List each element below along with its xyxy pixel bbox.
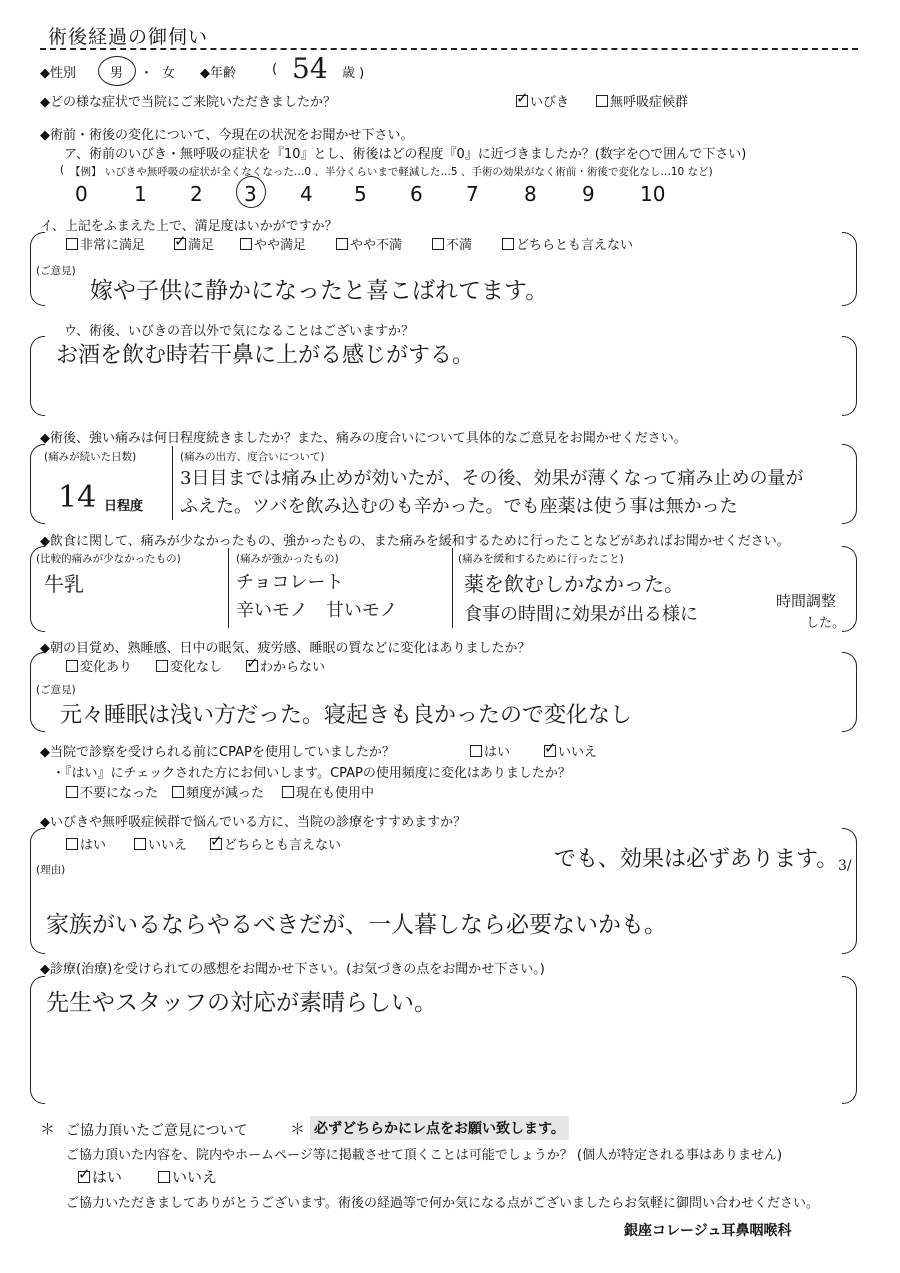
- age-unit: 歳 ): [342, 66, 365, 81]
- checkbox-icon[interactable]: [240, 238, 252, 250]
- checkbox-icon[interactable]: [66, 238, 78, 250]
- checkbox-icon[interactable]: [336, 238, 348, 250]
- food-relief-line2[interactable]: 食事の時間に効果が出る様に: [464, 604, 698, 625]
- satisfaction-option-label: どちらとも言えない: [516, 238, 634, 253]
- checkbox-icon[interactable]: [470, 745, 482, 757]
- bracket-left: [30, 336, 45, 416]
- gender-male[interactable]: 男: [110, 66, 124, 81]
- change-example-open: (: [60, 164, 65, 176]
- satisfaction-comment-label: (ご意見): [36, 265, 76, 277]
- food-column-divider: [452, 548, 453, 628]
- food-column-divider: [228, 548, 229, 628]
- sleep-option-0[interactable]: [66, 656, 132, 675]
- sleep-option-label: わからない: [260, 660, 326, 675]
- checkbox-icon[interactable]: [502, 238, 514, 250]
- impression-answer[interactable]: 先生やスタッフの対応が素晴らしい。: [46, 990, 437, 1016]
- bracket-right: [842, 828, 857, 954]
- food-strong-line1[interactable]: チョコレート: [236, 572, 344, 593]
- consent-line1a: ご協力頂いたご意見について: [66, 1123, 248, 1139]
- gender-label: ◆性別: [40, 66, 76, 81]
- food-relief-line1[interactable]: 薬を飲むしかなかった。: [464, 572, 684, 596]
- pain-column-divider: [172, 446, 173, 520]
- sleep-comment[interactable]: 元々睡眠は浅い方だった。寝起きも良かったので変化なし: [60, 703, 633, 728]
- checkbox-icon[interactable]: [66, 786, 78, 798]
- scale-number-1[interactable]: 1: [134, 182, 147, 206]
- satisfaction-option-label: 非常に満足: [80, 238, 146, 253]
- recommend-option-label: はい: [80, 838, 107, 853]
- cpap-followup: ・『はい』にチェックされた方にお伺いします。CPAPの使用頻度に変化はありましたか？: [52, 766, 571, 781]
- bracket-left: [30, 444, 45, 524]
- gender-dot: ・: [140, 66, 154, 81]
- recommend-option-label: いいえ: [148, 838, 188, 853]
- satisfaction-heading: イ、上記をふまえた上で、満足度はいかがですか？: [40, 219, 338, 234]
- satisfaction-option-0[interactable]: [66, 234, 145, 253]
- clinic-name: 銀座コレージュ耳鼻咽喉科: [624, 1223, 792, 1239]
- cpap-follow-option-2[interactable]: [282, 782, 374, 801]
- recommend-option-0[interactable]: [66, 834, 106, 853]
- satisfaction-option-5[interactable]: [502, 234, 633, 253]
- scale-number-4[interactable]: 4: [300, 182, 313, 206]
- age-label: ◆年齢: [200, 66, 236, 81]
- scale-number-6[interactable]: 6: [410, 182, 423, 206]
- scale-number-3[interactable]: 3: [244, 182, 257, 206]
- change-sub-a: ア、術前のいびき・無呼吸の症状を『10』とし、術後はどの程度『0』に近づきましたか？(数字を○で囲んで下さい): [64, 147, 747, 162]
- satisfaction-option-label: 不満: [446, 238, 473, 253]
- gender-female[interactable]: 女: [162, 66, 176, 81]
- food-strong-line2[interactable]: 辛いモノ 甘いモノ: [236, 600, 398, 621]
- satisfaction-option-label: 満足: [188, 238, 215, 253]
- sleep-option-label: 変化あり: [80, 660, 133, 675]
- satisfaction-option-2[interactable]: [240, 234, 306, 253]
- pain-heading: ◆術後、強い痛みは何日程度続きましたか？また、痛みの度合いについて具体的なご意見をお聞かせください。: [40, 431, 687, 446]
- recommend-option-1[interactable]: [134, 834, 187, 853]
- consent-thanks: ご協力いただきましてありがとうございます。術後の経過等で何か気になる点がございましたらお気軽に御問い合わせください。: [66, 1196, 819, 1211]
- pain-days-value[interactable]: 14: [58, 480, 97, 515]
- pain-detail-line2[interactable]: ふえた。ツバを飲み込むのも辛かった。でも座薬は使う事は無かった: [180, 496, 738, 517]
- bracket-right: [842, 232, 857, 306]
- consent-star: ＊: [290, 1120, 306, 1138]
- checkbox-checked-icon[interactable]: [174, 238, 186, 250]
- recommend-reason-label: (理由): [36, 864, 66, 876]
- pain-days-unit: 日程度: [104, 499, 144, 514]
- scale-number-8[interactable]: 8: [524, 182, 537, 206]
- change-heading: ◆術前・術後の変化について、今現在の状況をお聞かせ下さい。: [40, 128, 414, 143]
- cpap-follow-option-label: 不要になった: [80, 786, 159, 801]
- consent-no[interactable]: いいえ: [158, 1166, 217, 1187]
- cpap-yes[interactable]: はい: [470, 741, 510, 760]
- satisfaction-option-label: やや不満: [350, 238, 403, 253]
- food-strong-label: (痛みが強かったもの): [236, 553, 339, 565]
- satisfaction-option-3[interactable]: [336, 234, 402, 253]
- bracket-left: [30, 828, 45, 954]
- bracket-right: [842, 336, 857, 416]
- symptom-question: ◆どの様な症状で当院にご来院いただきましたか？: [40, 95, 336, 110]
- scale-number-0[interactable]: 0: [75, 182, 88, 206]
- food-relief-label: (痛みを緩和するために行ったこと): [458, 553, 624, 565]
- other-heading: ウ、術後、いびきの音以外で気になることはございますか？: [64, 324, 414, 339]
- recommend-side-mark: 3/: [838, 858, 852, 874]
- cpap-heading: ◆当院で診察を受けられる前にCPAPを使用していましたか？: [40, 745, 395, 760]
- checkbox-checked-icon[interactable]: [544, 745, 556, 757]
- satisfaction-option-label: やや満足: [254, 238, 307, 253]
- sleep-option-label: 変化なし: [170, 660, 223, 675]
- sleep-option-2[interactable]: [246, 656, 325, 675]
- scale-number-5[interactable]: 5: [354, 182, 367, 206]
- pain-detail-label: (痛みの出方、度合いについて): [180, 451, 325, 463]
- cpap-follow-option-0[interactable]: [66, 782, 158, 801]
- food-less-value[interactable]: 牛乳: [44, 572, 84, 596]
- checkbox-icon[interactable]: [66, 838, 78, 850]
- checkbox-checked-icon[interactable]: [78, 1171, 90, 1183]
- food-heading: ◆飲食に関して、痛みが少なかったもの、強かったもの、また痛みを緩和するために行ったことなどがあればお聞かせください。: [40, 534, 790, 549]
- cpap-follow-option-label: 頻度が減った: [186, 786, 265, 801]
- checkbox-checked-icon[interactable]: [246, 660, 258, 672]
- checkbox-icon[interactable]: [156, 660, 168, 672]
- checkbox-icon[interactable]: [596, 95, 608, 107]
- sleep-heading: ◆朝の目覚め、熟睡感、日中の眠気、疲労感、睡眠の質などに変化はありましたか？: [40, 641, 531, 656]
- symptom-option-apnea[interactable]: 無呼吸症候群: [596, 91, 688, 110]
- checkbox-checked-icon[interactable]: [516, 95, 528, 107]
- food-relief-note1[interactable]: 時間調整: [776, 592, 837, 610]
- consent-line1b: 必ずどちらかにレ点をお願い致します。: [310, 1116, 569, 1140]
- other-answer[interactable]: お酒を飲む時若干鼻に上がる感じがする。: [56, 343, 475, 368]
- sleep-option-1[interactable]: [156, 656, 222, 675]
- cpap-follow-option-1[interactable]: [172, 782, 264, 801]
- checkbox-icon[interactable]: [134, 838, 146, 850]
- age-open-paren: (: [272, 62, 278, 77]
- change-example: 【例】 いびきや無呼吸の症状が全くなくなった…0 、半分くらいまで軽減した…5 、手術の効果がなく術前・術後で変化なし…10 など): [70, 166, 713, 178]
- recommend-reason[interactable]: 家族がいるならやるべきだが、一人暮しなら必要ないかも。: [46, 912, 667, 938]
- checkbox-checked-icon[interactable]: [210, 838, 222, 850]
- checkbox-icon[interactable]: [432, 238, 444, 250]
- age-value[interactable]: 54: [292, 52, 328, 85]
- consent-line2: ご協力頂いた内容を、院内やホームページ等に掲載させて頂くことは可能でしょうか？ (個人が特定される事はありません): [66, 1148, 783, 1163]
- checkbox-icon[interactable]: [158, 1171, 170, 1183]
- checkbox-icon[interactable]: [282, 786, 294, 798]
- recommend-option-label: どちらとも言えない: [224, 838, 342, 853]
- checkbox-icon[interactable]: [172, 786, 184, 798]
- sleep-comment-label: (ご意見): [36, 684, 76, 696]
- symptom-option-snoring[interactable]: ✓ いびき: [516, 91, 569, 110]
- scale-number-9[interactable]: 9: [582, 182, 595, 206]
- scale-number-7[interactable]: 7: [466, 182, 479, 206]
- page-title: 術後経過の御伺い: [48, 26, 209, 48]
- pain-days-label: (痛みが続いた日数): [44, 451, 137, 463]
- scale-circle-mark: [236, 176, 266, 208]
- satisfaction-comment[interactable]: 嫁や子供に静かになったと喜こばれてます。: [90, 278, 549, 304]
- checkbox-icon[interactable]: [66, 660, 78, 672]
- recommend-option-2[interactable]: [210, 834, 341, 853]
- title-divider: [40, 48, 858, 50]
- food-relief-note2[interactable]: した。: [806, 616, 846, 631]
- pain-detail-line1[interactable]: 3日目までは痛み止めが効いたが、その後、効果が薄くなって痛み止めの量が: [180, 468, 804, 489]
- bracket-left: [30, 976, 45, 1104]
- scale-number-2[interactable]: 2: [190, 182, 203, 206]
- food-less-label: (比較的痛みが少なかったもの): [36, 553, 181, 565]
- satisfaction-option-1[interactable]: [174, 234, 214, 253]
- consent-star: ＊: [40, 1120, 56, 1138]
- bracket-right: [842, 444, 857, 524]
- recommend-heading: ◆いびきや無呼吸症候群で悩んでいる方に、当院の診療をすすめますか？: [40, 815, 467, 830]
- scale-number-10[interactable]: 10: [640, 182, 666, 206]
- satisfaction-option-4[interactable]: [432, 234, 472, 253]
- impression-heading: ◆診療(治療)を受けられての感想をお聞かせ下さい。(お気づきの点をお聞かせ下さい。): [40, 962, 545, 977]
- consent-yes[interactable]: ✓はい: [78, 1166, 122, 1187]
- cpap-follow-option-label: 現在も使用中: [296, 786, 375, 801]
- recommend-side-note[interactable]: でも、効果は必ずあります。: [554, 847, 839, 872]
- bracket-right: [842, 976, 857, 1104]
- cpap-no[interactable]: ✓ いいえ: [544, 741, 597, 760]
- bracket-right: [842, 652, 857, 732]
